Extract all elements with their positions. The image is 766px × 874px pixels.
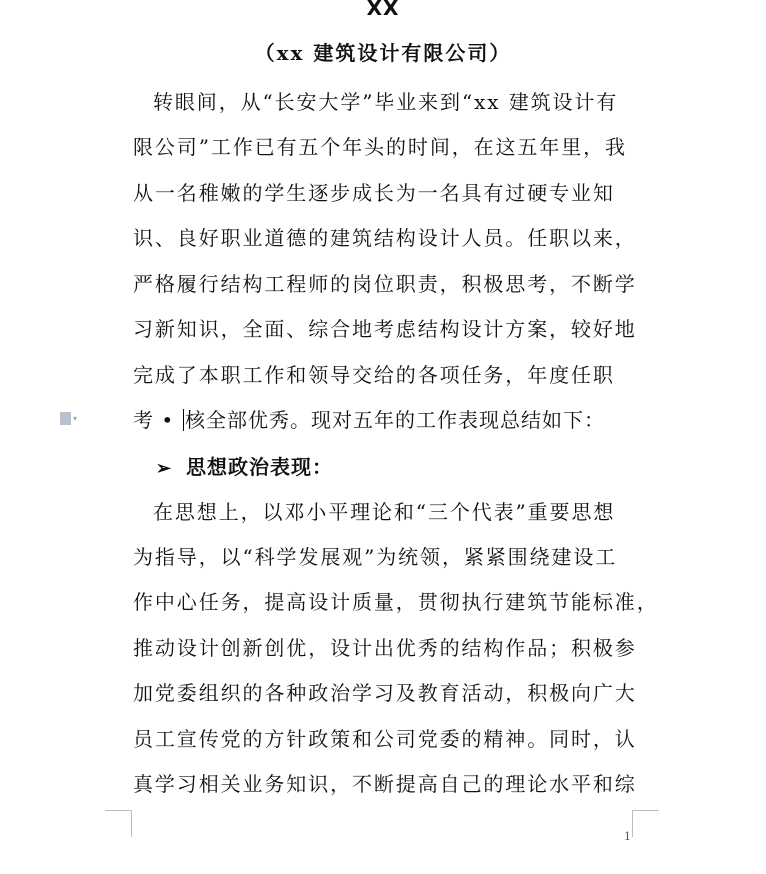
page-number: 1	[624, 830, 631, 843]
document-subtitle: （xx 建筑设计有限公司）	[254, 41, 512, 65]
text-line[interactable]: 加党委组织的各种政治学习及教育活动，积极向广大	[133, 681, 637, 705]
text-line[interactable]: 从一名稚嫩的学生逐步成长为一名具有过硬专业知	[133, 181, 615, 205]
text-line[interactable]: 作中心任务，提高设计质量，贯彻执行建筑节能标准，	[133, 590, 659, 614]
section-heading[interactable]	[156, 455, 333, 481]
text-line[interactable]: 识、良好职业道德的建筑结构设计人员。任职以来，	[133, 226, 637, 250]
arrow-bullet-icon: ➢	[156, 458, 173, 479]
text-line[interactable]: 完成了本职工作和领导交给的各项任务，年度任职	[133, 363, 615, 387]
text-line[interactable]: 在思想上，以邓小平理论和“三个代表”重要思想	[153, 500, 616, 524]
text-line[interactable]: 为指导，以“科学发展观”为统领，紧紧围绕建设工	[133, 545, 618, 569]
crop-mark-right	[632, 810, 659, 837]
text-line[interactable]: 转眼间，从“长安大学”毕业来到“xx 建筑设计有	[153, 90, 619, 114]
text-segment: 考 •	[133, 408, 182, 432]
text-line-with-cursor[interactable]	[133, 408, 633, 432]
document-icon	[60, 412, 71, 425]
text-line[interactable]: 严格履行结构工程师的岗位职责，积极思考，不断学	[133, 272, 637, 296]
crop-mark-left	[105, 810, 132, 837]
heading-text: 思想政治表现：	[186, 455, 333, 479]
text-line[interactable]: 限公司”工作已有五个年头的时间，在这五年里，我	[133, 135, 627, 159]
text-line[interactable]: 推动设计创新创优，设计出优秀的结构作品；积极参	[133, 636, 637, 660]
caret-down-icon: ▾	[73, 414, 78, 423]
text-segment: 核全部优秀。现对五年的工作表现总结如下：	[185, 408, 606, 432]
text-line[interactable]: 真学习相关业务知识，不断提高自己的理论水平和综	[133, 772, 637, 796]
text-cursor	[183, 409, 185, 431]
text-line[interactable]: 员工宣传党的方针政策和公司党委的精神。同时，认	[133, 727, 637, 751]
paragraph-options-button[interactable]	[60, 411, 77, 425]
document-title: XX	[366, 0, 400, 20]
text-line[interactable]: 习新知识，全面、综合地考虑结构设计方案，较好地	[133, 317, 637, 341]
